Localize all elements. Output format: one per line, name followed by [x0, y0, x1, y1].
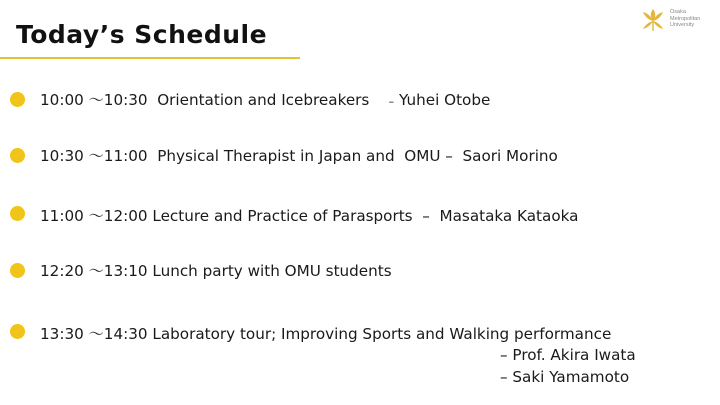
- logo-wordmark: Osaka Metropolitan University: [670, 9, 701, 29]
- schedule-speaker: Yuhei Otobe: [398, 91, 491, 109]
- schedule-time: 13:30 〜14:30: [40, 325, 148, 343]
- schedule-speaker: Saori Morino: [462, 147, 558, 165]
- schedule-speaker: – Prof. Akira Iwata: [500, 346, 636, 364]
- schedule-line: [40, 323, 611, 344]
- schedule-time: 10:30 〜11:00: [40, 147, 148, 165]
- bullet-icon: [10, 263, 25, 278]
- schedule-line: [40, 89, 490, 110]
- schedule-speaker: Masataka Kataoka: [439, 207, 579, 225]
- schedule-title: Physical Therapist in Japan and OMU: [157, 147, 441, 165]
- schedule-separator: –: [422, 207, 430, 225]
- schedule-title: Laboratory tour; Improving Sports and Walking performance: [152, 325, 612, 343]
- schedule-separator: –: [445, 147, 453, 165]
- schedule-title: Lunch party with OMU students: [152, 262, 392, 280]
- schedule-line: [40, 145, 558, 166]
- title-underline: [0, 57, 300, 59]
- schedule-time: 10:00 〜10:30: [40, 91, 148, 109]
- schedule-title: Lecture and Practice of Parasports: [152, 207, 413, 225]
- schedule-time: 11:00 〜12:00: [40, 207, 148, 225]
- schedule-time: 12:20 〜13:10: [40, 262, 148, 280]
- bullet-icon: [10, 324, 25, 339]
- slide-title: Today’s Schedule: [16, 20, 268, 49]
- bullet-icon: [10, 148, 25, 163]
- ginkgo-leaf-icon: [640, 8, 666, 32]
- bullet-icon: [10, 92, 25, 107]
- university-logo: [640, 8, 716, 34]
- schedule-speaker: – Saki Yamamoto: [500, 368, 630, 386]
- bullet-icon: [10, 206, 25, 221]
- schedule-title: Orientation and Icebreakers: [157, 91, 370, 109]
- schedule-separator: –: [388, 95, 395, 108]
- schedule-line: [40, 260, 392, 281]
- schedule-line: [40, 205, 578, 226]
